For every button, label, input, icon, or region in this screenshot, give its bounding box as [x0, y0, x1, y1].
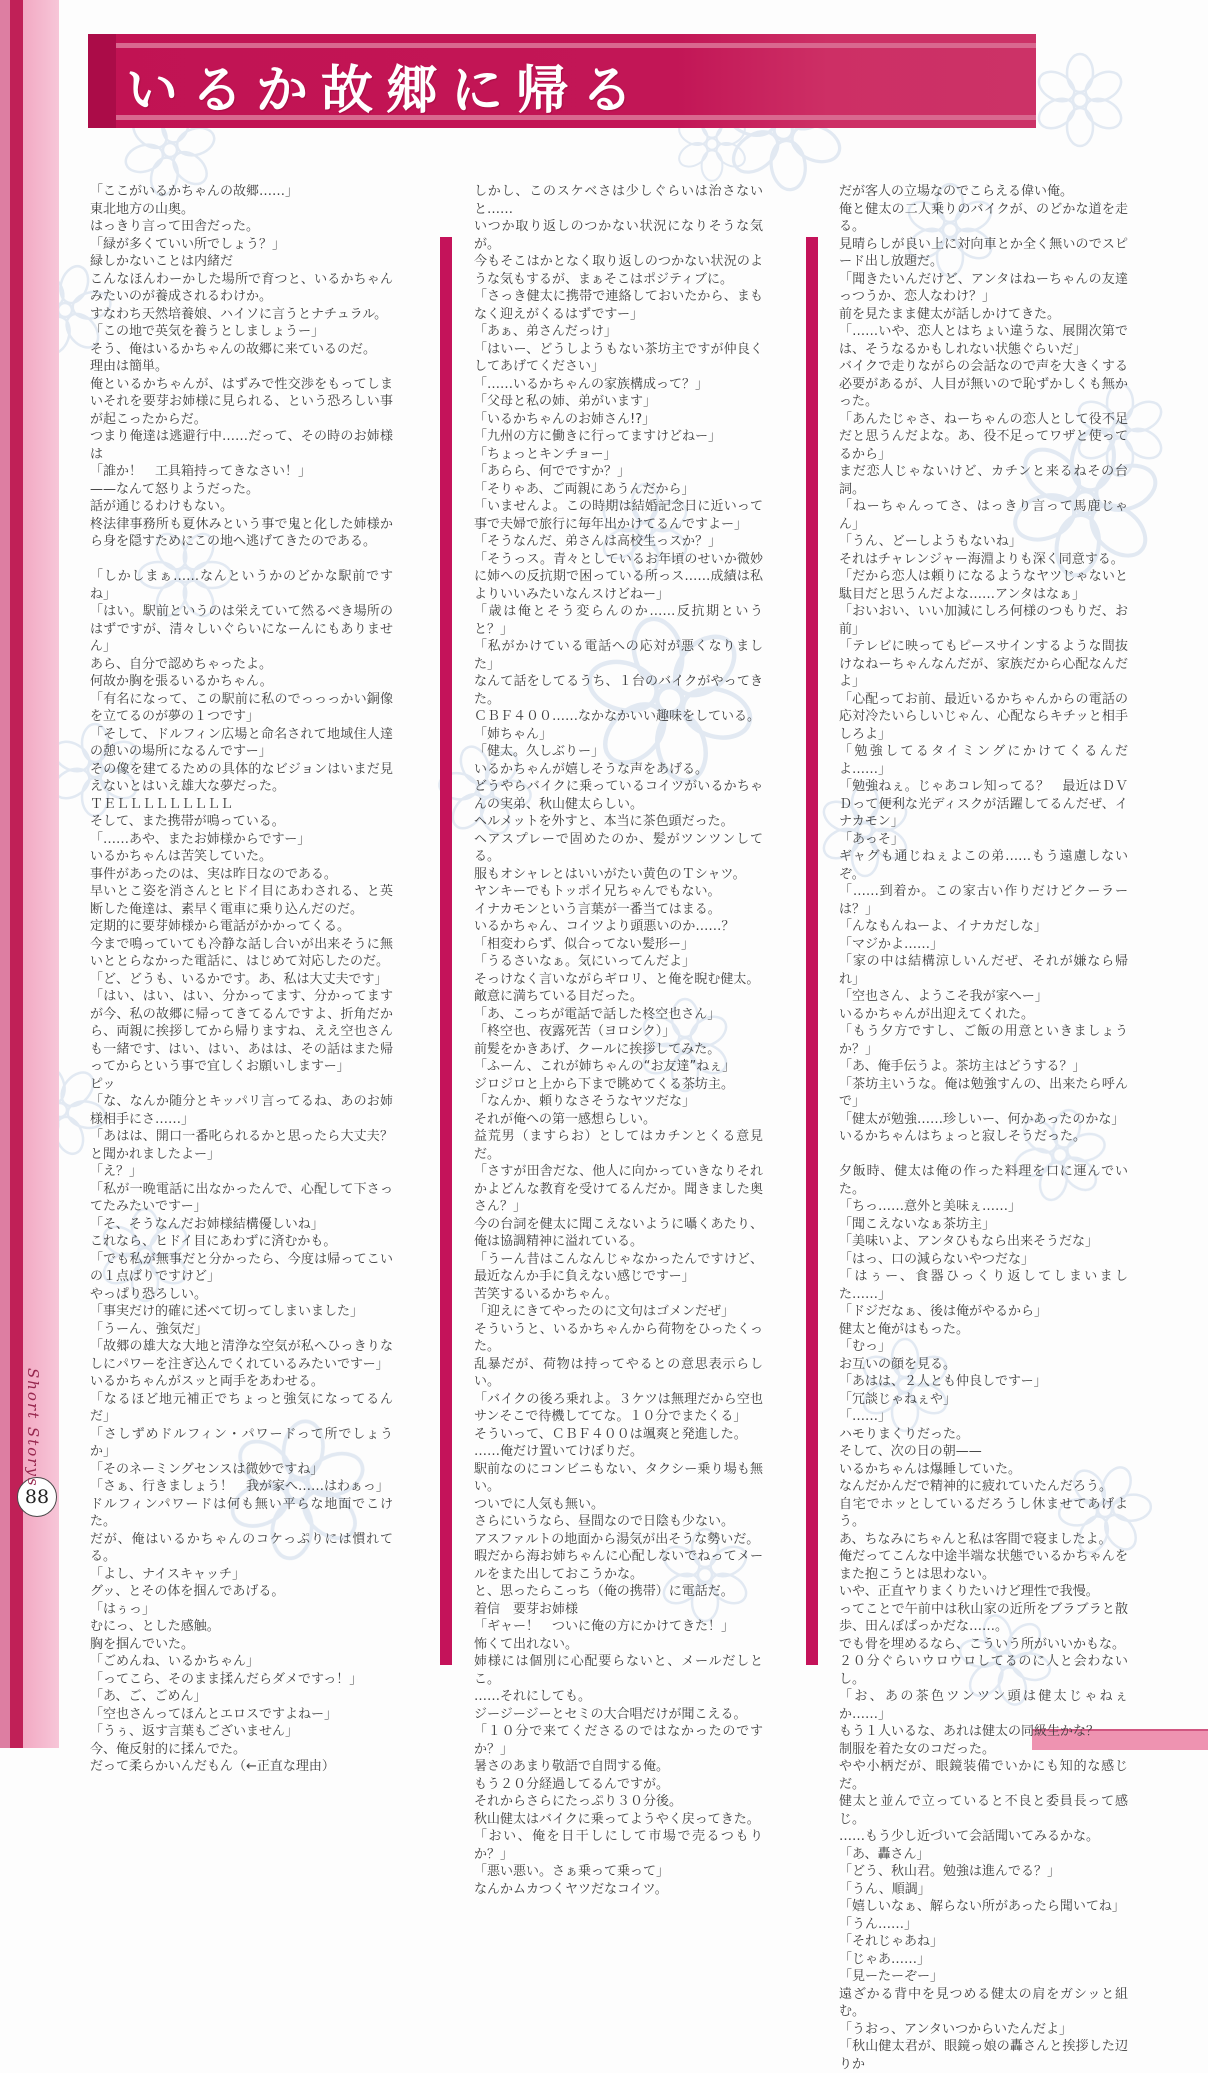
story-line: 「いませんよ。この時期は結婚記念日に近いって事で夫婦で旅行に毎年出かけてるんですよー」 [474, 499, 763, 532]
story-line: なんかムカつくヤツだなコイツ。 [474, 1881, 668, 1897]
story-line: 「歳は俺とそう変らんのか……反抗期というと？」 [474, 604, 763, 637]
story-line: 「じゃあ……」 [839, 1951, 931, 1967]
story-line: あ、ちなみにちゃんと私は客間で寝ましたよ。 [839, 1531, 1112, 1547]
story-line: 「そうなんだ、弟さんは高校生っスか？」 [474, 534, 722, 549]
story-column-3 [839, 183, 1128, 2073]
story-line: 益荒男（ますらお）としてはカチンとくる意見だ。 [474, 1129, 763, 1162]
story-line: 「マジかよ……」 [839, 936, 944, 952]
story-line: 「うーん昔はこんなんじゃなかったんですけど、最近なんか手に負えない感じですー」 [474, 1251, 763, 1284]
story-line: 「見ーたーぞー」 [839, 1969, 944, 1984]
story-line: 「そして、ドルフィン広場と命名されて地域住人達の憩いの場所になるんですー」 [90, 726, 393, 759]
story-line: 夕飯時、健太は俺の作った料理を口に運んでいた。 [839, 1164, 1128, 1197]
story-line: 「事実だけ的確に述べて切ってしまいました」 [90, 1304, 364, 1319]
story-line: イナカモンという言葉が一番当てはまる。 [474, 901, 721, 917]
story-line: やっぱり恐ろしい。 [90, 1286, 208, 1302]
story-line: 「おい、俺を日干しにして市場で売るつもりか？」 [474, 1829, 763, 1862]
story-line: ……俺だけ置いてけぼりだ。 [474, 1444, 644, 1459]
story-line: 暑さのあまり敬語で自問する俺。 [474, 1759, 670, 1774]
story-line: 「冗談じゃねぇや」 [839, 1391, 957, 1407]
story-line: 「……いや、恋人とはちょい違うな、展開次第では、そうなるかもしれない状態ぐらいだ」 [839, 324, 1128, 357]
story-line: いるかちゃん、コイツより頭悪いのか……？ [474, 919, 735, 934]
story-line: ——なんて怒りようだった。 [90, 481, 260, 497]
story-line: 「聞きたいんだけど、アンタはねーちゃんの友達っつうか、恋人なわけ？」 [839, 271, 1128, 304]
story-line: 「空也さん、ようこそ我が家へー」 [839, 989, 1048, 1004]
story-line: 「あ、轟さん」 [839, 1846, 930, 1862]
story-line: 「そりゃあ、ご両親にあうんだから」 [474, 481, 695, 497]
story-line: それからさらにたっぷり３０分後。 [474, 1794, 683, 1809]
story-line: 着信 要芽お姉様 [474, 1601, 579, 1617]
story-line: はっきり言って田舎だった。 [90, 219, 260, 234]
story-line: いるかちゃんが出迎えてくれた。 [839, 1006, 1035, 1022]
story-line: 「そのネーミングセンスは微妙ですね」 [90, 1461, 324, 1477]
story-line: やや小柄だが、眼鏡装備でいかにも知的な感じだ。 [839, 1759, 1128, 1792]
story-line: 「柊空也、夜露死苦（ヨロシク）」 [474, 1024, 676, 1039]
story-line: と、思ったらこっち（俺の携帯）に電話だ。 [474, 1584, 734, 1599]
story-line: いるかちゃんは爆睡していた。 [839, 1461, 1022, 1477]
story-line: 柊法律事務所も夏休みという事で鬼と化した姉様から身を隠すためにこの地へ逃げてきたのである。 [90, 516, 393, 549]
story-line: むにっ、とした感触。 [90, 1619, 220, 1634]
story-line: 「心配ってお前、最近いるかちゃんからの電話の応対冷たいらしいじゃん、心配ならキチッと相手しろよ」 [839, 691, 1128, 742]
story-line: ヘアスプレーで固めたのか、髪がツンツンしてる。 [474, 831, 763, 864]
story-line: 「うおっ、アンタいつからいたんだよ」 [839, 2021, 1072, 2037]
story-line: 「さすが田舎だな、他人に向かっていきなりそれかよどんな教育を受けてるんだか。聞きました奥さん？」 [474, 1164, 763, 1214]
story-line: 緑しかないことは内緒だ [90, 254, 234, 269]
story-line: 「父母と私の姉、弟がいます」 [474, 394, 657, 409]
sidebar-section-label: Short Storys [24, 1368, 42, 1488]
story-line: バイクで走りながらの会話なので声を大きくする必要があるが、人目が無いので恥ずかしくも無かった。 [839, 359, 1128, 409]
story-line: 「さぁ、行きましょう！ 我が家へ……はわぁっ」 [90, 1479, 389, 1494]
story-line: その像を建てるための具体的なビジョンはいまだ見えないとはいえ雄大な夢だった。 [90, 761, 393, 794]
story-line: 「あはは、開口一番叱られるかと思ったら大丈夫？と聞かれましたよー」 [90, 1129, 393, 1162]
story-line: 「故郷の雄大な大地と清浄な空気が私へひっきりなしにパワーを注ぎ込んでくれているみたいですー」 [90, 1339, 393, 1372]
story-line: 「空也さんってほんとエロスですよねー」 [90, 1706, 338, 1722]
story-line: ハモりまくりだった。 [839, 1426, 970, 1442]
story-line: 理由は簡単。 [90, 359, 169, 374]
story-line: 早いとこ姿を消さんとヒドイ目にあわされる、と英断した俺達は、素早く電車に乗り込んだのだ。 [90, 884, 393, 917]
story-line: 「はぅー、食器ひっくり返してしまいました……」 [839, 1269, 1128, 1302]
story-line: ヤンキーでもトッポイ兄ちゃんでもない。 [474, 884, 721, 899]
story-line: 定期的に要芽姉様から電話がかかってくる。 [90, 919, 351, 934]
story-line: 「うん、順調」 [839, 1881, 931, 1897]
story-line: いるかちゃんは苦笑していた。 [90, 849, 273, 864]
story-line: まだ恋人じゃないけど、カチンと来るねその台詞。 [839, 464, 1128, 497]
story-line: 「あっそ」 [839, 831, 904, 847]
story-line: ってことで午前中は秋山家の近所をブラブラと散歩、田んぼばっかだな……。 [839, 1601, 1128, 1634]
story-line: どうやらバイクに乗っているコイツがいるかちゃんの実弟、秋山健太らしい。 [474, 779, 763, 812]
story-line: だって柔らかいんだもん（←正直な理由） [90, 1759, 335, 1774]
story-line: 何故か胸を張るいるかちゃん。 [90, 674, 273, 689]
story-line: そして、また携帯が鳴っている。 [90, 814, 285, 829]
story-line: 「な、なんか随分とキッパリ言ってるね、あのお姉様相手にさ……」 [90, 1094, 393, 1127]
story-line: 「それじゃあね」 [839, 1934, 944, 1949]
story-line: 今の台詞を健太に聞こえないように囁くあたり、俺は協調精神に溢れている。 [474, 1216, 763, 1249]
story-line: 「誰か！ 工具箱持ってきなさい！」 [90, 464, 312, 479]
story-line: 「迎えにきてやったのに文句はゴメンだぜ」 [474, 1304, 735, 1319]
story-line: 「はっ、口の減らないやつだな」 [839, 1251, 1035, 1267]
story-line: 「あんたじゃさ、ねーちゃんの恋人として役不足だと思うんだよな。あ、役不足ってワザと使ってるから」 [839, 411, 1128, 462]
story-line: なんて話をしてるうち、１台のバイクがやってきた。 [474, 674, 763, 707]
story-line: 「勉強してるタイミングにかけてくるんだよ……」 [839, 744, 1128, 777]
story-line: 今まで鳴っていても冷静な話し合いが出来そうに無いととらなかった電話に、はじめて対応したのだ。 [90, 936, 393, 969]
story-line: 服もオシャレとはいいがたい黄色のＴシャツ。 [474, 866, 746, 882]
story-line: アスファルトの地面から湯気が出そうな勢いだ。 [474, 1531, 760, 1547]
story-line: 「秋山健太君が、眼鏡っ娘の轟さんと挨拶した辺りか [839, 2039, 1128, 2072]
story-line [90, 551, 393, 569]
story-line: 遠ざかる背中を見つめる健太の肩をガシッと組む。 [839, 1986, 1128, 2019]
story-line: 胸を掴んでいた。 [90, 1636, 195, 1652]
story-line: 「あらら、何でですか？」 [474, 464, 631, 479]
story-line: 「どう、秋山君。勉強は進んでる？」 [839, 1864, 1061, 1879]
story-line: いつか取り返しのつかない状況になりそうな気が。 [474, 219, 763, 252]
story-line: 「ちっ……意外と美味ぇ……」 [839, 1199, 1022, 1214]
story-line: 「むっ」 [839, 1339, 892, 1354]
story-line: 「ど、どうも、いるかです。あ、私は大丈夫です」 [90, 971, 388, 987]
story-line: 前髪をかきあげ、クールに挨拶してみた。 [474, 1041, 721, 1057]
story-line: 「あ、俺手伝うよ。茶坊主はどうする？」 [839, 1059, 1086, 1074]
story-line: ついでに人気も無い。 [474, 1496, 605, 1512]
story-line: 「はい、はい、はい、分かってます、分かってますが今、私の故郷に帰ってきてるんですよ、折角だから、両親に挨拶してから帰りますね、ええ空也さんも一緒です、はい、はい、あはは、その話はまた帰ってからという事で宜しくお願いしますー」 [90, 989, 393, 1074]
story-line: 「はぅっ」 [90, 1601, 156, 1617]
story-line: 「そうっス。青々としているお年頃のせいか微妙に姉への反抗期で困っている所っス……成績は私よりいいみたいなんスけどねー」 [474, 551, 763, 602]
story-line: 制服を着た女のコだった。 [839, 1741, 996, 1757]
story-line: 「ちょっとキンチョー」 [474, 446, 617, 462]
story-line: 俺といるかちゃんが、はずみで性交渉をもってしまいそれを要芽お姉様に見られる、という恐ろしい事が起こったからだ。 [90, 376, 393, 427]
story-line: 「んなもんねーよ、イナカだしな」 [839, 919, 1047, 934]
story-line: 「バイクの後ろ乗れよ。３ケツは無理だから空也サンそこで待機しててな。１０分でまたくる」 [474, 1391, 763, 1424]
story-line: 見晴らしが良い上に対向車とか全く無いのでスピード出し放題だ。 [839, 236, 1128, 269]
story-line: 「私がかけている電話への応対が悪くなりました」 [474, 639, 763, 672]
story-line: 「この地で英気を養うとしましょうー」 [90, 324, 325, 339]
story-line: 「なんか、頼りなさそうなヤツだな」 [474, 1094, 696, 1109]
story-line: あら、自分で認めちゃったよ。 [90, 656, 273, 672]
story-line: もう２０分経過してるんですが。 [474, 1776, 670, 1792]
column-divider-1 [440, 237, 452, 1665]
column-divider-2 [806, 237, 818, 1665]
story-line: 前を見たまま健太が話しかけてきた。 [839, 306, 1061, 322]
story-line: 「勉強ねぇ。じゃあコレ知ってる？ 最近はＤＶＤって便利な光ディスクが活躍してるんだぜ、イナカモン」 [839, 779, 1128, 829]
story-line: 怖くて出れない。 [474, 1636, 579, 1652]
page-edge-band-outer [0, 0, 10, 1748]
story-line: 姉様には個別に心配要らないと、メールだしとこ。 [474, 1654, 763, 1687]
story-line: グッ、とその体を掴んであげる。 [90, 1584, 285, 1599]
story-line: 「いるかちゃんのお姉さん!?」 [474, 411, 656, 427]
story-line: 「ごめんね、いるかちゃん」 [90, 1654, 260, 1669]
story-line: 「しかしまぁ……なんというかのどかな駅前ですね」 [90, 569, 393, 602]
story-line: 「九州の方に働きに行ってますけどねー」 [474, 429, 722, 444]
story-line: 「よし、ナイスキャッチ」 [90, 1566, 245, 1582]
story-line: 話が通じるわけもない。 [90, 499, 234, 514]
story-line: 「緑が多くていい所でしょう？」 [90, 236, 286, 252]
story-line: ＣＢＦ４００……なかなかいい趣味をしている。 [474, 709, 761, 724]
story-line: ２０分ぐらいウロウロしてるのに人と会わないし。 [839, 1654, 1128, 1687]
story-line: それが俺への第一感想らしい。 [474, 1111, 657, 1127]
story-line: だが客人の立場なのでこらえる偉い俺。 [839, 184, 1074, 199]
story-line: いや、正直ヤりまくりたいけど理性で我慢。 [839, 1584, 1099, 1599]
story-line: もう１人いるな、あれは健太の同級生かな？ [839, 1724, 1100, 1739]
story-line: 「あ、ご、ごめん」 [90, 1689, 207, 1704]
story-line: 「……いるかちゃんの家族構成って？」 [474, 376, 709, 392]
story-line: すなわち天然培養娘、ハイソに言うとナチュラル。 [90, 306, 388, 322]
story-line: 「なるほど地元補正でちょっと強気になってるんだ」 [90, 1391, 393, 1424]
story-line: 秋山健太はバイクに乗ってようやく戻ってきた。 [474, 1811, 760, 1827]
story-line: 「相変わらず、似合ってない髪形ー」 [474, 936, 694, 952]
story-line: 駅前なのにコンビニもない、タクシー乗り場も無い。 [474, 1461, 763, 1494]
page-title: いるか故郷に帰る [126, 61, 647, 121]
story-line: それはチャレンジャー海淵よりも深く同意する。 [839, 551, 1124, 567]
story-line: 「うん……」 [839, 1916, 918, 1932]
story-line: 「家の中は結構涼しいんだぜ、それが嫌なら帰れ」 [839, 954, 1128, 987]
chapter-title-banner [88, 34, 1036, 128]
story-line: ……それにしても。 [474, 1689, 592, 1704]
story-line: これなら、ヒドイ目にあわずに済むかも。 [90, 1234, 337, 1249]
story-line: 「ドジだなぁ、後は俺がやるから」 [839, 1304, 1048, 1319]
story-line: 東北地方の山奥。 [90, 201, 195, 217]
story-line: ヘルメットを外すと、本当に茶色頭だった。 [474, 814, 734, 829]
story-line: 「あ、こっちが電話で話した柊空也さん」 [474, 1006, 721, 1022]
story-line: 今もそこはかとなく取り返しのつかない状況のような気もするが、まぁそこはポジティブに。 [474, 254, 763, 287]
story-line: ドルフィンパワードは何も無い平らな地面でこけた。 [90, 1496, 393, 1529]
story-line: 俺だってこんな中途半端な状態でいるかちゃんをまた抱こうとは思わない。 [839, 1549, 1128, 1582]
story-line: 「でも私が無事だと分かったら、今度は帰ってこいの１点ばりですけど」 [90, 1251, 393, 1284]
story-line: 「テレビに映ってもピースサインするような間抜けなねーちゃんなんだが、家族だから心配なんだよ」 [839, 639, 1128, 689]
story-line: ピッ [90, 1076, 116, 1092]
story-line: 暇だから海お姉ちゃんに心配しないでねってメールをまた出しておこうかな。 [474, 1549, 763, 1582]
page-number: 88 [24, 1486, 50, 1508]
story-line: 「おいおい、いい加減にしろ何様のつもりだ、お前」 [839, 604, 1128, 637]
story-line: 「はい。駅前というのは栄えていて然るべき場所のはずですが、清々しいぐらいになーんにもありません」 [90, 604, 393, 654]
story-line: なんだかんだで精神的に疲れていたんだろう。 [839, 1479, 1113, 1494]
story-line: お互いの顔を見る。 [839, 1356, 957, 1372]
story-line: 「あぁ、弟さんだっけ」 [474, 324, 617, 339]
story-line: ジロジロと上から下まで眺めてくる茶坊主。 [474, 1076, 735, 1092]
story-line: 「うん、どーしようもないね」 [839, 534, 1022, 549]
story-line: 「茶坊主いうな。俺は勉強すんの、出来たら呼んで」 [839, 1076, 1128, 1109]
story-line: いるかちゃんが嬉しそうな声をあげる。 [474, 761, 709, 777]
story-line: さらにいうなら、昼間なので日陰も少ない。 [474, 1514, 735, 1529]
story-line: 事件があったのは、実は昨日なのである。 [90, 866, 337, 882]
story-line: 「悪い悪い。さぁ乗って乗って」 [474, 1864, 670, 1879]
story-column-1 [90, 183, 393, 1776]
story-line: 「うぅ、返す言葉もございません」 [90, 1724, 299, 1739]
story-line: だが、俺はいるかちゃんのコケっぷりには慣れてる。 [90, 1531, 393, 1564]
story-line: 苦笑するいるかちゃん。 [474, 1286, 618, 1302]
story-line: いるかちゃんがスッと両手をあわせる。 [90, 1374, 324, 1389]
story-line: 「うーん、強気だ」 [90, 1321, 208, 1337]
story-line: そして、次の日の朝—— [839, 1444, 982, 1459]
story-line: 俺と健太の二人乗りのバイクが、のどかな道を走る。 [839, 201, 1128, 234]
story-line: 「私が一晩電話に出なかったんで、心配して下さってたみたいですー」 [90, 1181, 393, 1214]
banner-endcap [88, 34, 116, 128]
story-line: 「ってこら、そのまま揉んだらダメですっ！」 [90, 1671, 363, 1687]
story-line: 「健太が勉強……珍しいー、何かあったのかな」 [839, 1111, 1125, 1127]
story-line: 「そ、そうなんだお姉様結構優しいね」 [90, 1216, 324, 1232]
story-line: 「もう夕方ですし、ご飯の用意といきましょうか？」 [839, 1024, 1128, 1057]
story-line: 「姉ちゃん」 [474, 726, 553, 742]
story-line: 「さしずめドルフィン・パワードって所でしょうか」 [90, 1426, 393, 1459]
story-line: 自宅でホッとしているだろうし休ませてあげよう。 [839, 1496, 1128, 1529]
story-line: ジージージーとセミの大合唱だけが聞こえる。 [474, 1706, 747, 1722]
story-line: 「嬉しいなぁ、解らない所があったら聞いてね」 [839, 1899, 1125, 1914]
story-line: 「うるさいなぁ。気にいってんだよ」 [474, 954, 696, 969]
story-line: 「……」 [839, 1409, 892, 1424]
story-line: しかし、このスケベさは少しぐらいは治さないと…… [474, 184, 763, 217]
story-line: いるかちゃんはちょっと寂しそうだった。 [839, 1129, 1087, 1144]
story-line: でも骨を埋めるなら、こういう所がいいかもな。 [839, 1636, 1126, 1652]
story-line: 「健太。久しぶりー」 [474, 744, 605, 759]
story-line: 乱暴だが、荷物は持ってやるとの意思表示らしい。 [474, 1356, 763, 1389]
story-line: ……もう少し近づいて会話聞いてみるかな。 [839, 1829, 1100, 1844]
story-line: 「ここがいるかちゃんの故郷……」 [90, 184, 299, 199]
story-line: 「美味いよ、アンタひもなら出来そうだな」 [839, 1234, 1098, 1249]
story-line: 「え？」 [90, 1164, 143, 1179]
story-line: そういって、ＣＢＦ４００は颯爽と発進した。 [474, 1426, 747, 1442]
story-line: 健太と俺がはもった。 [839, 1321, 970, 1337]
story-line: 「ギャー！ ついに俺の方にかけてきた！」 [474, 1619, 735, 1634]
story-line: 「はいー、どうしようもない茶坊主ですが仲良くしてあげてください」 [474, 341, 763, 374]
story-line: 「聞こえないなぁ茶坊主」 [839, 1216, 996, 1232]
story-line: こんなほんわーかした場所で育つと、いるかちゃんみたいのが養成されるわけか。 [90, 271, 393, 304]
story-line: 敵意に満ちている目だった。 [474, 989, 643, 1004]
story-column-2 [474, 183, 763, 1898]
story-line: 「１０分で来てくださるのではなかったのですか？」 [474, 1724, 763, 1757]
story-line: ＴＥＬＬＬＬＬＬＬＬＬ [90, 796, 234, 812]
story-line: 「さっき健太に携帯で連絡しておいたから、まもなく迎えがくるはずですー」 [474, 289, 763, 322]
story-line: 「ふーん、これが姉ちゃんの“お友達”ねぇ」 [474, 1059, 736, 1074]
story-line: ギャグも通じねぇよこの弟……もう遠慮しないぞ。 [839, 849, 1128, 882]
story-line: そっけなく言いながらギロリ、と俺を睨む健太。 [474, 971, 760, 987]
story-line: つまり俺達は逃避行中……だって、その時のお姉様は [90, 429, 393, 462]
story-line: 「ねーちゃんってさ、はっきり言って馬鹿じゃん」 [839, 499, 1128, 532]
story-line: 今、俺反射的に揉んでた。 [90, 1741, 247, 1757]
story-line [839, 1146, 1128, 1164]
story-line: 健太と並んで立っていると不良と委員長って感じ。 [839, 1794, 1128, 1827]
story-line: 「お、あの茶色ツンツン頭は健太じゃねぇか……」 [839, 1689, 1128, 1722]
story-line: 「……あや、またお姉様からですー」 [90, 831, 311, 847]
story-line: そういうと、いるかちゃんから荷物をひったくった。 [474, 1321, 763, 1354]
story-line: 「有名になって、この駅前に私のでっっっかい銅像を立てるのが夢の１つです」 [90, 691, 393, 724]
story-line: そう、俺はいるかちゃんの故郷に来ているのだ。 [90, 341, 377, 357]
story-line: 「……到着か。この家古い作りだけどクーラーは？」 [839, 884, 1128, 917]
story-line: 「だから恋人は頼りになるようなヤツじゃないと駄目だと思うんだよな……アンタはなぁ」 [839, 569, 1128, 602]
story-line: 「あはは、２人とも仲良しですー」 [839, 1374, 1047, 1389]
